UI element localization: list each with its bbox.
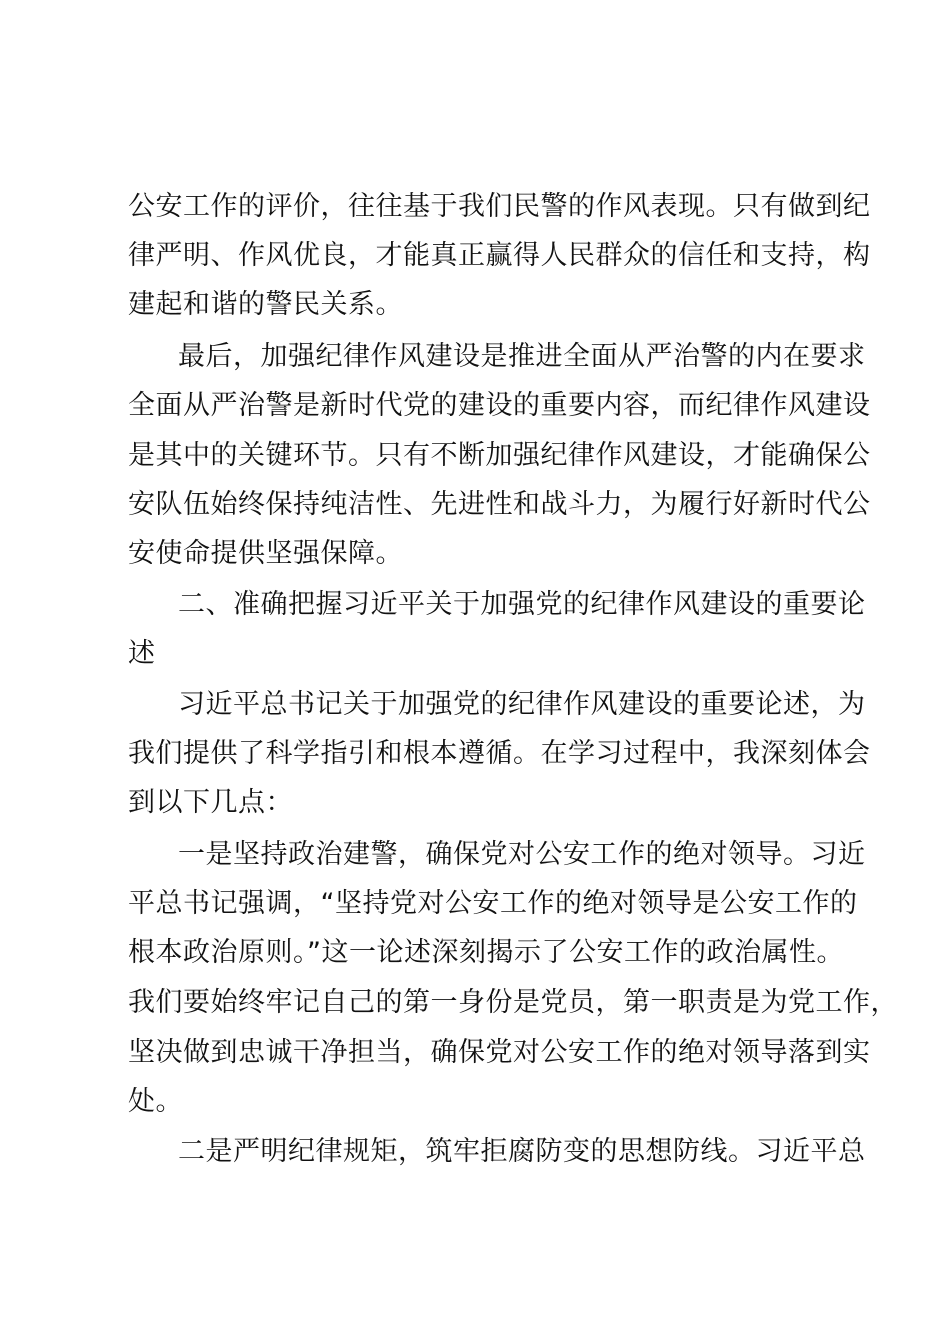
text-line: 一是坚持政治建警，确保党对公安工作的绝对领导。习近 [178,839,866,870]
text-line: 安队伍始终保持纯洁性、先进性和战斗力，为履行好新时代公 [128,489,871,520]
text-line: 最后，加强纪律作风建设是推进全面从严治警的内在要求 [178,341,866,372]
text-line: 安使命提供坚强保障。 [128,538,403,569]
text-line: 坚决做到忠诚干净担当，确保党对公安工作的绝对领导落到实 [128,1037,871,1068]
text-line: 建起和谐的警民关系。 [128,289,403,320]
text-line: 根本政治原则。”这一论述深刻揭示了公安工作的政治属性。 [128,937,844,968]
text-line: 律严明、作风优良，才能真正赢得人民群众的信任和支持，构 [128,240,871,271]
text-line: 习近平总书记关于加强党的纪律作风建设的重要论述，为 [178,689,866,720]
heading-line: 二、准确把握习近平关于加强党的纪律作风建设的重要论 [178,589,866,620]
text-line: 我们提供了科学指引和根本遵循。在学习过程中，我深刻体会 [128,738,871,769]
text-line: 二是严明纪律规矩，筑牢拒腐防变的思想防线。习近平总 [178,1136,866,1167]
text-line: 处。 [128,1086,183,1117]
heading-line: 述 [128,638,156,669]
text-line: 公安工作的评价，往往基于我们民警的作风表现。只有做到纪 [128,191,871,222]
text-line: 是其中的关键环节。只有不断加强纪律作风建设，才能确保公 [128,440,871,471]
text-line: 全面从严治警是新时代党的建设的重要内容，而纪律作风建设 [128,390,871,421]
text-line: 平总书记强调，“坚持党对公安工作的绝对领导是公安工作的 [128,888,858,919]
text-line: 我们要始终牢记自己的第一身份是党员，第一职责是为党工作， [128,987,898,1018]
text-line: 到以下几点： [128,787,293,818]
